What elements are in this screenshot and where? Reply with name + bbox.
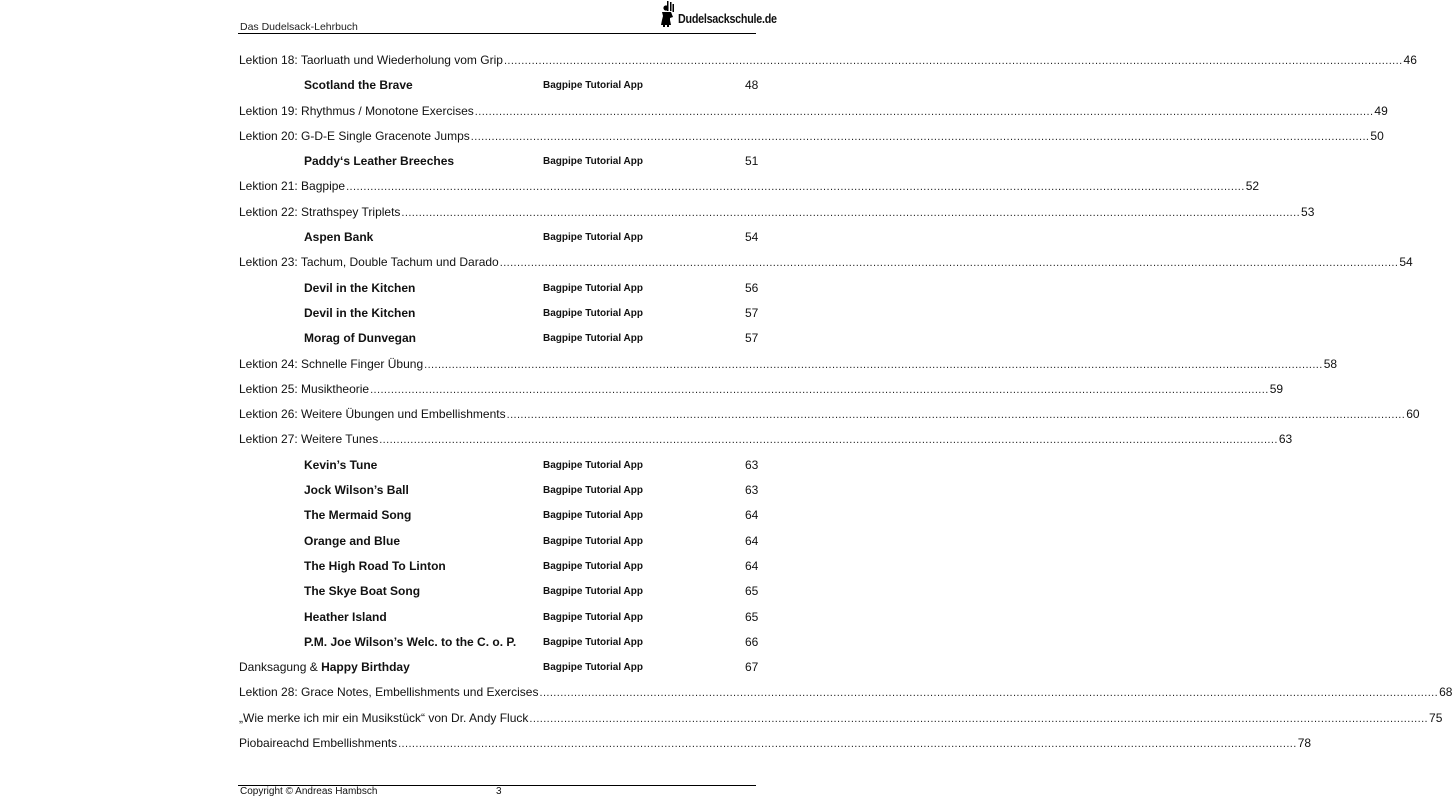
toc-entry-page: 52 [1245, 179, 1260, 194]
toc-entry-page: 64 [745, 533, 759, 548]
toc-lesson-entry [239, 174, 1260, 199]
app-label: Bagpipe Tutorial App [543, 560, 643, 572]
toc-entry-title: Lektion 27: Weitere Tunes [239, 432, 379, 447]
toc-entry-title: Lektion 25: Musiktheorie [239, 381, 370, 396]
app-label: Bagpipe Tutorial App [543, 80, 643, 92]
toc-entry-page: 63 [745, 483, 759, 498]
toc-entry-page: 78 [1297, 736, 1312, 751]
toc-entry-title-plain: Danksagung & [239, 660, 322, 675]
app-label: Bagpipe Tutorial App [543, 636, 643, 648]
toc-tune-entry [239, 554, 759, 579]
app-label: Bagpipe Tutorial App [543, 662, 643, 674]
toc-entry-page: 58 [1323, 356, 1338, 371]
tune-title: Devil in the Kitchen [304, 305, 416, 320]
toc-entry-title-bold: Happy Birthday [321, 660, 410, 675]
toc-entry-title: Lektion 28: Grace Notes, Embellishments und Exercises [239, 685, 539, 700]
dot-leader: .................................................................................................................................................................................................................................................................... [506, 409, 1406, 422]
toc-entry-title: Lektion 24: Schnelle Finger Übung [239, 356, 424, 371]
toc-lesson-entry [239, 706, 1443, 731]
tune-title: The Mermaid Song [304, 508, 412, 523]
toc-entry-title: Lektion 19: Rhythmus / Monotone Exercises [239, 103, 474, 118]
toc-tune-entry [239, 276, 759, 301]
footer-page-number: 3 [496, 786, 502, 797]
tune-title: Jock Wilson’s Ball [304, 483, 409, 498]
toc-entry-page: 57 [745, 305, 759, 320]
toc-entry-page: 57 [745, 331, 759, 346]
toc-tune-entry [239, 630, 759, 655]
toc-entry-title: „Wie merke ich mir ein Musikstück“ von Dr. Andy Fluck [239, 710, 529, 725]
toc-entry-page: 67 [745, 660, 759, 675]
dot-leader: .................................................................................................................................................................................................................................................................... [474, 105, 1374, 118]
toc-entry-page: 56 [745, 280, 759, 295]
toc-entry-page: 53 [1301, 204, 1315, 219]
toc-entry-page: 63 [1278, 432, 1293, 447]
dot-leader: .................................................................................................................................................................................................................................................................... [370, 383, 1269, 396]
tune-title: The Skye Boat Song [304, 584, 421, 599]
app-label: Bagpipe Tutorial App [543, 485, 643, 497]
tune-title: Paddy‘s Leather Breeches [304, 154, 455, 169]
toc-tune-entry [239, 605, 759, 630]
toc-entry-title: Piobaireachd Embellishments [239, 736, 398, 751]
tune-title: P.M. Joe Wilson’s Welc. to the C. o. P. [304, 634, 517, 649]
app-label: Bagpipe Tutorial App [543, 586, 643, 598]
toc-lesson-entry [239, 48, 1417, 73]
app-label: Bagpipe Tutorial App [543, 611, 643, 623]
toc-lesson-entry [239, 680, 1452, 705]
toc-entry-title: Lektion 26: Weitere Übungen und Embellishments [239, 407, 506, 422]
app-label: Bagpipe Tutorial App [543, 510, 643, 522]
tune-title: The High Road To Linton [304, 558, 446, 573]
table-of-contents [239, 48, 1452, 756]
app-label: Bagpipe Tutorial App [543, 282, 643, 294]
app-label: Bagpipe Tutorial App [543, 459, 643, 471]
toc-entry-page: 60 [1406, 407, 1420, 422]
dot-leader: .................................................................................................................................................................................................................................................................... [529, 712, 1429, 725]
toc-tune-entry [239, 73, 759, 98]
toc-entry-page: 64 [745, 508, 759, 523]
toc-tune-entry [239, 478, 759, 503]
toc-tune-entry [239, 326, 759, 351]
toc-entry-title: Lektion 23: Tachum, Double Tachum und Darado [239, 255, 499, 270]
toc-entry-page: 64 [745, 558, 759, 573]
tune-title: Aspen Bank [304, 230, 374, 245]
toc-tune-entry [239, 503, 759, 528]
toc-entry-page: 48 [745, 78, 759, 93]
toc-entry-page: 59 [1269, 381, 1284, 396]
toc-lesson-entry [239, 250, 1413, 275]
app-label: Bagpipe Tutorial App [543, 333, 643, 345]
toc-tune-entry [239, 453, 759, 478]
app-label: Bagpipe Tutorial App [543, 307, 643, 319]
tune-title: Devil in the Kitchen [304, 280, 416, 295]
toc-lesson-entry [239, 200, 1315, 225]
toc-entry-page: 50 [1370, 128, 1384, 143]
toc-lesson-entry [239, 99, 1388, 124]
toc-tune-entry [239, 529, 759, 554]
header-divider [238, 33, 756, 34]
dot-leader: .................................................................................................................................................................................................................................................................... [503, 55, 1403, 67]
toc-entry-title: Lektion 21: Bagpipe [239, 179, 346, 194]
toc-entry-page: 49 [1374, 103, 1388, 118]
toc-entry-page: 65 [745, 609, 759, 624]
tune-title: Orange and Blue [304, 533, 401, 548]
toc-lesson-entry [239, 402, 1420, 427]
tune-title: Kevin’s Tune [304, 457, 378, 472]
toc-entry-title: Lektion 20: G-D-E Single Gracenote Jumps [239, 128, 470, 143]
app-label: Bagpipe Tutorial App [543, 232, 643, 244]
toc-lesson-entry [239, 427, 1293, 452]
toc-entry-page: 46 [1403, 53, 1417, 67]
toc-lesson-entry [239, 124, 1384, 149]
dot-leader: .................................................................................................................................................................................................................................................................... [499, 257, 1399, 270]
toc-entry-page: 54 [745, 230, 759, 245]
toc-tune-entry [239, 225, 759, 250]
tune-title: Morag of Dunvegan [304, 331, 417, 346]
toc-entry-page: 54 [1399, 255, 1413, 270]
dot-leader: .................................................................................................................................................................................................................................................................... [539, 687, 1439, 700]
toc-entry-page: 63 [745, 457, 759, 472]
logo-text: Dudelsackschule.de [678, 12, 777, 26]
app-label: Bagpipe Tutorial App [543, 535, 643, 547]
toc-tune-entry [239, 301, 759, 326]
toc-entry-page: 75 [1429, 710, 1443, 725]
toc-lesson-entry [239, 352, 1338, 377]
dot-leader: .................................................................................................................................................................................................................................................................... [398, 738, 1297, 751]
toc-special-entry [239, 655, 759, 680]
toc-lesson-entry [239, 377, 1284, 402]
toc-entry-title: Lektion 18: Taorluath und Wiederholung vom Grip [239, 53, 503, 67]
bagpiper-icon [660, 1, 676, 27]
app-label: Bagpipe Tutorial App [543, 156, 643, 168]
toc-lesson-entry [239, 731, 1312, 756]
dot-leader: .................................................................................................................................................................................................................................................................... [470, 130, 1370, 143]
toc-entry-title [239, 655, 410, 680]
dot-leader: .................................................................................................................................................................................................................................................................... [379, 434, 1278, 447]
dot-leader: .................................................................................................................................................................................................................................................................... [346, 181, 1245, 194]
tune-title: Heather Island [304, 609, 387, 624]
toc-entry-page: 66 [745, 634, 759, 649]
toc-entry-page: 65 [745, 584, 759, 599]
toc-entry-page: 51 [745, 154, 759, 169]
toc-entry-title: Lektion 22: Strathspey Triplets [239, 204, 401, 219]
footer-copyright: Copyright © Andreas Hambsch [240, 786, 378, 797]
site-logo [660, 1, 793, 27]
dot-leader: .................................................................................................................................................................................................................................................................... [401, 206, 1301, 219]
toc-tune-entry [239, 149, 759, 174]
tune-title: Scotland the Brave [304, 78, 413, 93]
document-title: Das Dudelsack-Lehrbuch [240, 21, 358, 33]
dot-leader: .................................................................................................................................................................................................................................................................... [424, 358, 1323, 371]
toc-tune-entry [239, 579, 759, 604]
toc-entry-page: 68 [1439, 685, 1452, 700]
